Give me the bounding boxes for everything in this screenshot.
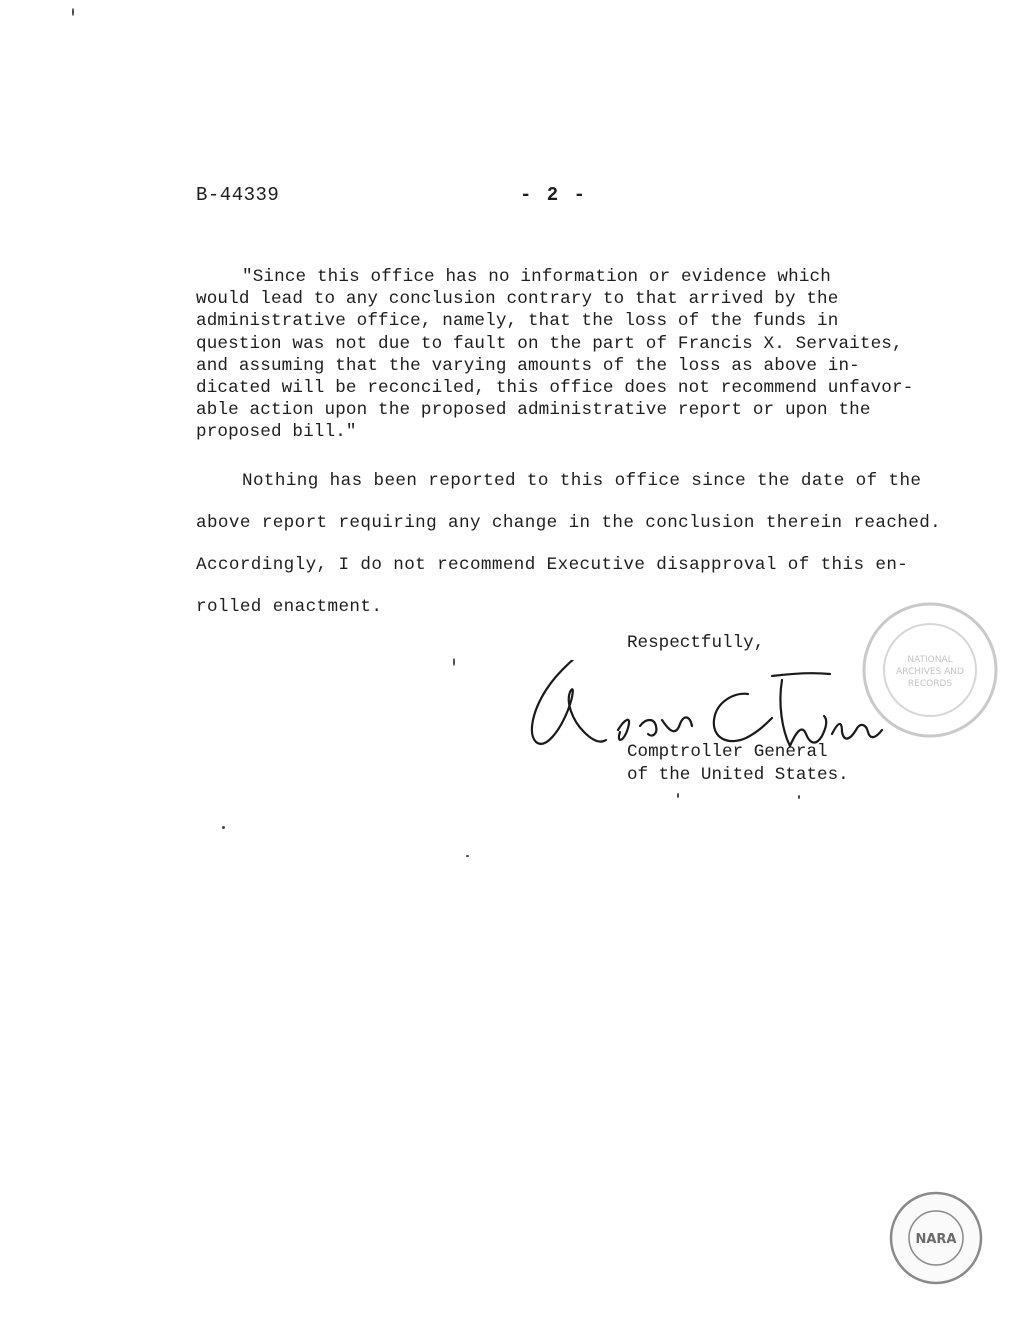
signer-title-line: Comptroller General: [627, 742, 828, 762]
body-line: rolled enactment.: [196, 597, 383, 617]
svg-text:NATIONAL: NATIONAL: [907, 655, 953, 665]
speck: [798, 795, 800, 799]
quote-line: able action upon the proposed administrative report or upon the: [196, 400, 871, 421]
closing-salutation: Respectfully,: [627, 633, 765, 653]
signature-title: [627, 741, 849, 787]
speck: [677, 793, 679, 798]
quote-line: and assuming that the varying amounts of the loss as above in-: [196, 355, 860, 376]
quoted-paragraph: [196, 266, 936, 444]
speck: [222, 826, 225, 829]
page-number: - 2 -: [520, 184, 588, 206]
body-line: Nothing has been reported to this office since the date of the: [242, 471, 922, 491]
svg-text:NARA: NARA: [915, 1232, 957, 1247]
body-line: above report requiring any change in the conclusion therein reached.: [196, 513, 942, 533]
signer-title-line: of the United States.: [627, 765, 849, 785]
speck: [72, 8, 74, 16]
body-line: Accordingly, I do not recommend Executive disapproval of this en-: [196, 555, 909, 575]
quote-line: would lead to any conclusion contrary to that arrived by the: [196, 289, 839, 310]
speck: [466, 855, 469, 857]
quote-line: administrative office, namely, that the loss of the funds in: [196, 311, 839, 332]
quote-line: proposed bill.": [196, 422, 357, 443]
svg-text:RECORDS: RECORDS: [907, 679, 953, 689]
nara-stamp: [888, 1190, 984, 1286]
speck: [453, 658, 455, 666]
body-paragraph: [196, 460, 956, 628]
quote-line: "Since this office has no information or evidence which: [242, 267, 831, 287]
quote-line: dicated will be reconciled, this office does not recommend unfavor-: [196, 378, 914, 399]
quote-line: question was not due to fault on the part of Francis X. Servaites,: [196, 333, 903, 354]
library-stamp: [860, 600, 1000, 740]
file-number: B-44339: [196, 184, 280, 206]
svg-text:ARCHIVES AND: ARCHIVES AND: [896, 667, 964, 677]
